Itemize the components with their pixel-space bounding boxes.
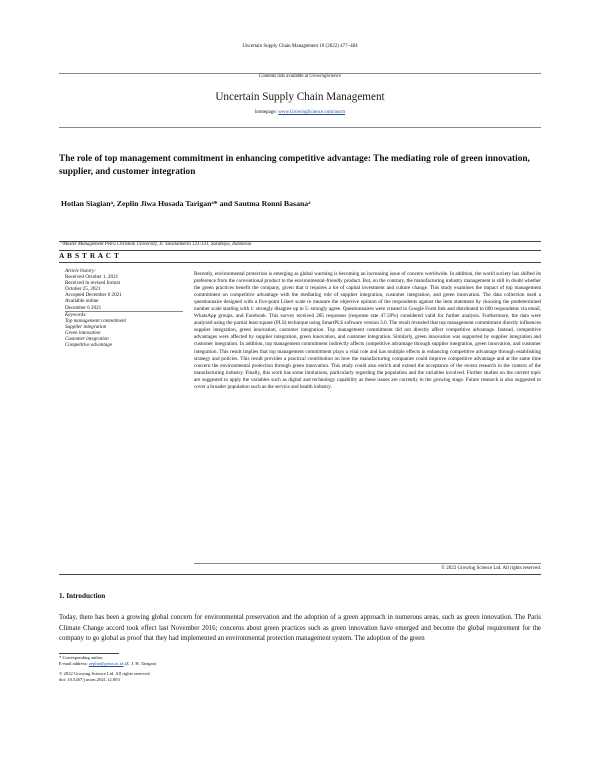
keywords-label: Keywords:	[65, 312, 87, 318]
publication-copyright: © 2022 Growing Science Ltd. All rights reserved.	[59, 671, 151, 676]
history-label: Article history:	[65, 268, 96, 274]
divider	[59, 574, 541, 575]
history-item: December 6 2021	[65, 304, 102, 311]
keyword-item: Top management commitment	[65, 318, 126, 325]
homepage-link[interactable]: www.GrowingScience.com/uscm	[278, 110, 346, 115]
history-item: October 25, 2021	[65, 286, 101, 293]
contents-prefix: Contents lists available at	[259, 74, 310, 79]
introduction-text: Today, there has been a growing global concern for environmental preservation and the adoption of a green approach in numerous areas, such as green innovation. The Paris Climate Change accord took effect last November 2016; concerns about green practices such as green innovation have emerged and become the global requirement for the company to go global as proof that they had implemented an environmental protection management system. The adoption of the green	[59, 614, 541, 643]
keywords	[65, 312, 183, 349]
email-line	[59, 661, 359, 667]
journal-citation: Uncertain Supply Chain Management 10 (2022) 477–484	[242, 44, 358, 49]
history-item: Accepted December 6 2021	[65, 292, 122, 299]
homepage-label: homepage:	[254, 110, 279, 115]
introduction-heading: 1. Introduction	[59, 592, 106, 600]
doi: doi: 10.5267/j.uscm.2021.12.003	[59, 676, 120, 682]
abstract-heading: A B S T R A C T	[59, 251, 120, 260]
abstract-text: Recently, environmental protection is emerging as global warming is becoming an increasing issue of concern worldwide. In addition, the world society has shifted its preference from the conventional product to the environmental-friendly product. But, on the contrary, the manufacturing industry management is still in doubt whether the green practices benefit the company, given that it requires a lot of capital investment and culture change. This study examines the impact of top management commitment on competitive advantage with the mediating role of supplier integration, customer integration, and green innovation. The data collection used a questionnaire designed with a five-point Likert scale to measure the objective opinion of the respondents against the item statement by choosing the predetermined number scale starting with 1: strongly disagree up to 5: strongly agree. Questionnaires were created in Google Form link and distributed to 600 respondents via email, WhatsApp groups, and Facebook. This survey received 285 responses (response rate 47.50%) considered valid for further analysis. Furthermore, the data were analyzed using the partial least square (PLS) technique using SmartPLS software version 3.0. The result revealed that top management commitment directly influences supplier integration, green innovation, customer integration. Top management commitment did not directly affect competitive advantage. Instead, competitive advantages were affected by supplier integration, green innovation, and customer integration. Similarly, green innovation was supported by supplier integration and customer integration. In addition, top management commitment indirectly affects competitive advantage through supplier integration, green innovation, and customer integration. This result implies that top management commitment plays a vital role and has multiple effects in enhancing competitive advantage through establishing strategy and policies. This result provides a practical contribution on how the manufacturing companies could improve competitive advantage and at the same time concern the environmental protection through green innovation. This study could also enrich and extend the acceptance of the recent research in the context of the manufacturing industry. Finally, this work has some limitations, particularly regarding the population and the variables involved. Further studies on the current topic are suggested to apply the variables such as digital and technology capability as these issues are currently in the growing stage. Future research is also suggested to cover a broader population such as the service and health industry.	[194, 271, 541, 390]
email-label: E-mail address:	[59, 660, 89, 666]
article-affiliation: ᵃMaster Management Petra Christian University, Jl. Siwalankerto 121-131, Surabaya, Indonesia	[61, 242, 252, 247]
footnotes	[59, 655, 359, 666]
contents-line	[59, 74, 541, 79]
abstract-copyright: © 2022 Growing Science Ltd. All rights reserved.	[441, 566, 541, 571]
footnote-rule	[59, 653, 119, 654]
divider	[59, 250, 541, 251]
divider	[194, 563, 541, 564]
article-authors: Hotlan Siagianᵃ, Zeplin Jiwa Husada Tariganᵃ* and Sautma Ronni Basanaᵃ	[61, 199, 311, 208]
homepage-line	[59, 110, 541, 115]
keyword-item: Customer integration	[65, 336, 109, 343]
article-history	[65, 268, 183, 311]
email-suffix: (Z. J. H. Tarigan)	[123, 660, 157, 666]
divider	[59, 262, 541, 263]
keyword-item: Green innovation	[65, 330, 101, 337]
email-link[interactable]: zeplin@petra.ac.id	[88, 660, 124, 666]
keyword-item: Competitive advantage	[65, 342, 113, 349]
history-item: Received October 1, 2021	[65, 274, 119, 281]
article-title: The role of top management commitment in enhancing competitive advantage: The mediating role of green innovation, supplier, and customer integration	[59, 154, 530, 177]
history-item: Received in revised format	[65, 280, 121, 287]
journal-title: Uncertain Supply Chain Management	[215, 91, 385, 103]
history-item: Available online	[65, 298, 99, 305]
corresponding-note: * Corresponding author	[59, 655, 103, 660]
publication-info	[59, 671, 359, 682]
contents-link[interactable]: GrowingScience	[309, 74, 341, 79]
keyword-item: Supplier integration	[65, 324, 107, 331]
